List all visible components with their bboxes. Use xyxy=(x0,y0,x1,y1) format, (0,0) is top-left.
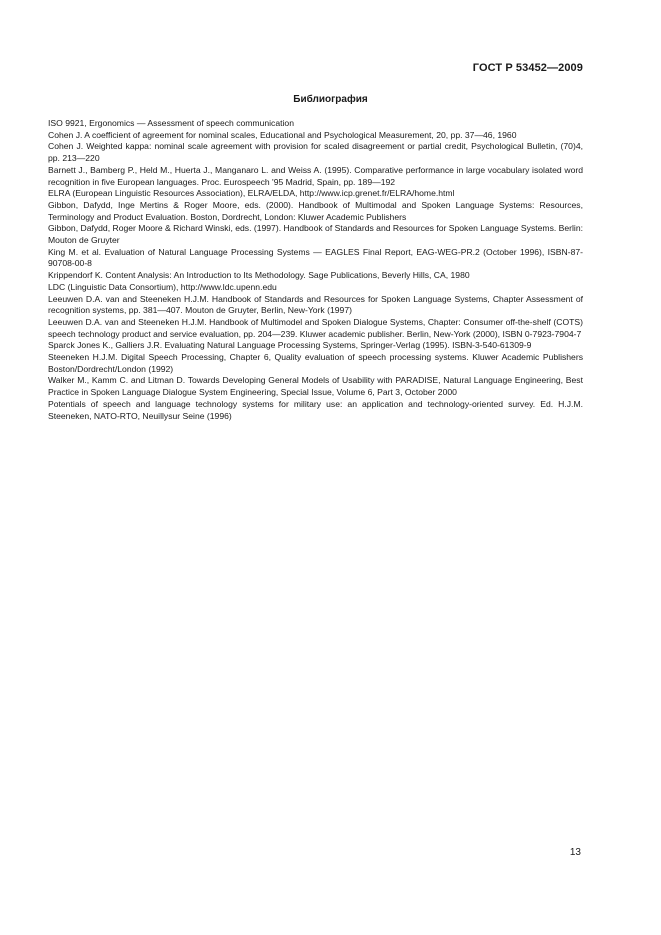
bibliography-entry: King M. et al. Evaluation of Natural Language Processing Systems — EAGLES Final Report, EAG-WEG-PR.2 (October 1996), ISBN-87-90708-00-8 xyxy=(48,246,583,269)
bibliography-entry: ELRA (European Linguistic Resources Association), ELRA/ELDA, http://www.icp.grenet.fr/ELRA/home.html xyxy=(48,188,455,199)
bibliography-entry: Leeuwen D.A. van and Steeneken H.J.M. Handbook of Standards and Resources for Spoken Language Systems, Chapter Assessment of recognition systems, pp. 381—407. Mouton de Gruyter, Berlin, New-York (1997) xyxy=(48,293,583,316)
bibliography-entry: Gibbon, Dafydd, Inge Mertins & Roger Moore, eds. (2000). Handbook of Multimodal and Spoken Language Systems: Resources, Terminology and Product Evaluation. Boston, Dordrecht, London: Kluwer Academic Publishers xyxy=(48,199,583,222)
bibliography-entry: Barnett J., Bamberg P., Held M., Huerta J., Manganaro L. and Weiss A. (1995). Comparative performance in large vocabulary isolated word recognition in five European languages. Proc. Eurospeech '95 Madrid, Spain, pp. 189—192 xyxy=(48,164,583,187)
bibliography-entry: Gibbon, Dafydd, Roger Moore & Richard Winski, eds. (1997). Handbook of Standards and Resources for Spoken Language Systems. Berlin: Mouton de Gruyter xyxy=(48,223,584,246)
document-code: ГОСТ Р 53452—2009 xyxy=(472,62,583,74)
bibliography-entry: Cohen J. Weighted kappa: nominal scale agreement with provision for scaled disagreement or partial credit, Psychological Bulletin, (70)4, pp. 213—220 xyxy=(48,141,583,164)
bibliography-list xyxy=(48,118,583,422)
page-number: 13 xyxy=(569,847,581,858)
bibliography-entry: Sparck Jones K., Galliers J.R. Evaluating Natural Language Processing Systems, Springer-Verlag (1995). ISBN-3-540-61309-9 xyxy=(48,340,532,351)
bibliography-entry: Walker M., Kamm C. and Litman D. Towards Developing General Models of Usability with PARADISE, Natural Language Engineering, Best Practice in Spoken Language Dialogue System Engineering, Special Issue, Volume 6, Part 3, October 2000 xyxy=(48,375,583,398)
bibliography-entry: ISO 9921, Ergonomics — Assessment of speech communication xyxy=(48,118,294,128)
section-title: Библиография xyxy=(293,94,368,105)
bibliography-entry: Cohen J. A coefficient of agreement for nominal scales, Educational and Psychological Measurement, 20, pp. 37—46, 1960 xyxy=(48,129,517,140)
bibliography-entry: Krippendorf K. Content Analysis: An Introduction to Its Methodology. Sage Publications, Beverly Hills, CA, 1980 xyxy=(48,270,470,281)
bibliography-entry: Potentials of speech and language technology systems for military use: an application and technology-oriented survey. Ed. H.J.M. Steeneken, NATO-RTO, Neuillysur Seine (1996) xyxy=(48,398,583,421)
bibliography-entry: LDC (Linguistic Data Consortium), http://www.ldc.upenn.edu xyxy=(48,281,277,292)
bibliography-entry: Steeneken H.J.M. Digital Speech Processing, Chapter 6, Quality evaluation of speech processing systems. Kluwer Academic Publishers Boston/Dordrecht/London (1992) xyxy=(48,352,583,374)
bibliography-entry: Leeuwen D.A. van and Steeneken H.J.M. Handbook of Multimodel and Spoken Dialogue Systems, Chapter: Consumer off-the-shelf (COTS) speech technology product and service evaluation, pp. 204—239. Kluwer academic publisher. Berlin, New-York (2000), ISBN 0-7923-7904-7 xyxy=(48,316,583,339)
